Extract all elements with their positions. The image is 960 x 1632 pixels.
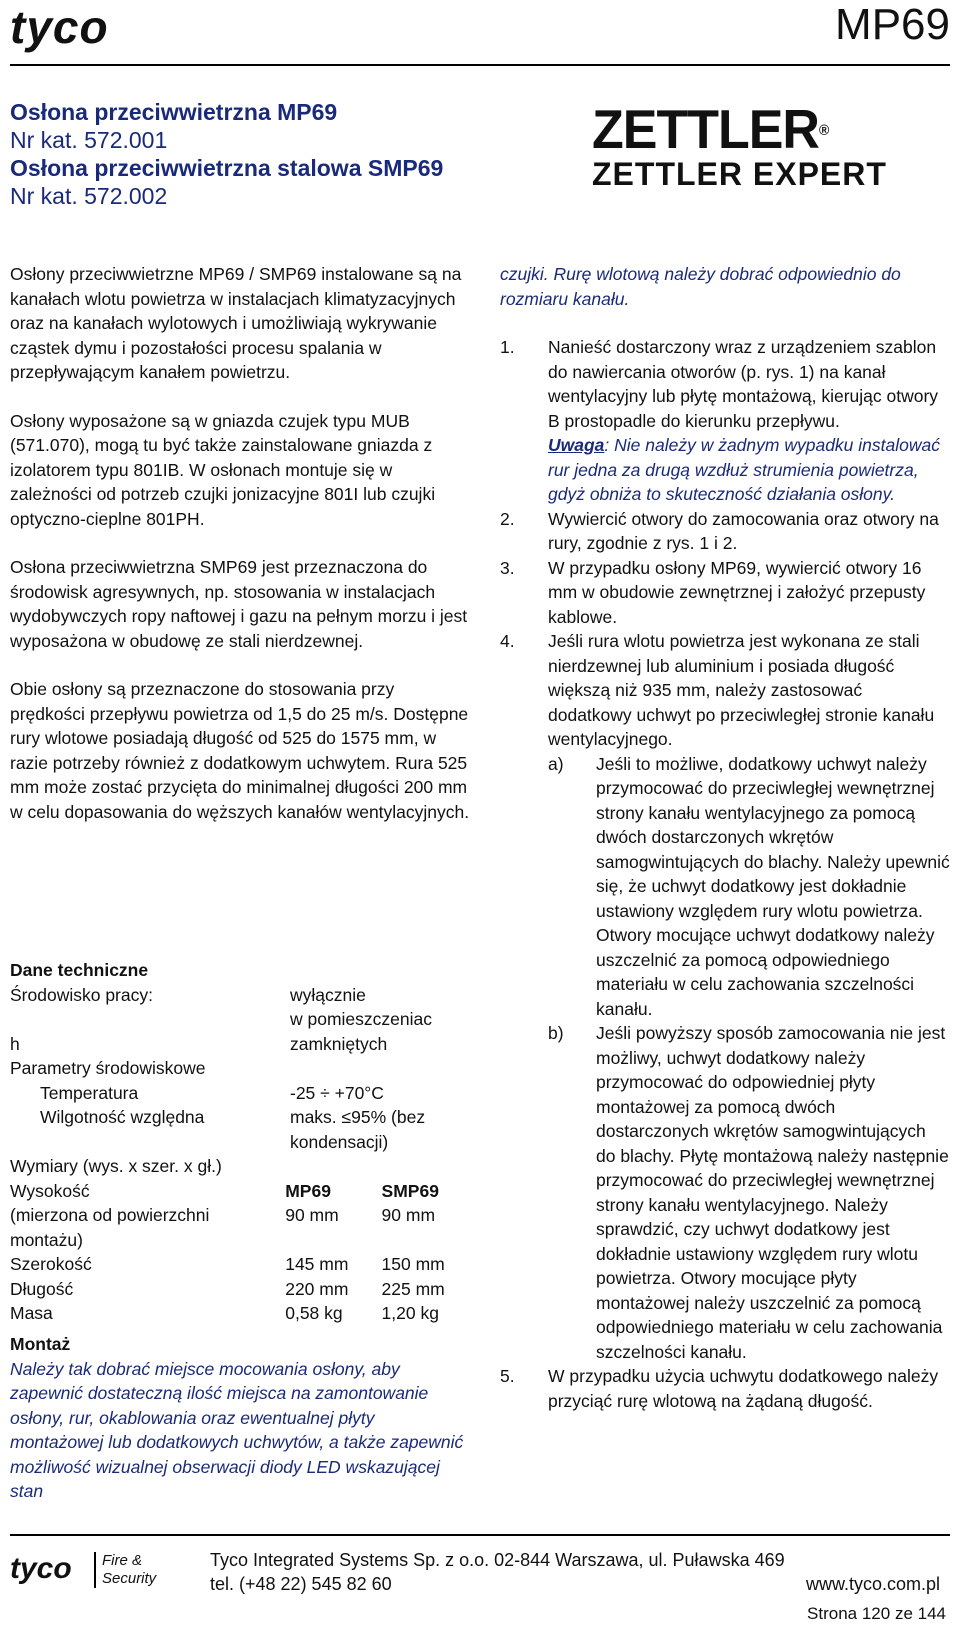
- col-smp69: SMP69: [381, 1180, 439, 1201]
- paragraph-intro: Osłony przeciwwietrzne MP69 / SMP69 instalowane są na kanałach wlotu powietrza w instalacjach klimatyzacyjnych oraz na kanałach wylotowych i umożliwiają wykrywanie cząstek dymu i pozostałości procesu spalania w przepływającym kanałem powietrzu.: [10, 264, 462, 382]
- step-number: 5.: [500, 1366, 515, 1386]
- header-divider: [10, 64, 950, 66]
- model-heading: MP69: [835, 0, 950, 49]
- step-number: 2.: [500, 508, 515, 529]
- intro-continued: czujki. Rurę wlotową należy dobrać odpowiednio do rozmiaru kanału.: [500, 264, 901, 309]
- fire-security-mark: [94, 1552, 156, 1588]
- tech-row-mass: [10, 1301, 470, 1326]
- document-title: [10, 98, 443, 210]
- mass-mp69: 0,58 kg: [285, 1303, 343, 1323]
- length-smp69: 225 mm: [381, 1278, 445, 1299]
- title-line-1: Osłona przeciwwietrzna MP69: [10, 99, 338, 125]
- tech-row-env: [10, 983, 470, 1008]
- env-value-2: w pomieszczeniac: [290, 1009, 432, 1029]
- substep-text: Jeśli to możliwe, dodatkowy uchwyt należy przymocować do przeciwległej wewnętrznej strony kanału wentylacyjnego za pomocą dwóch dostarczonych wkrętów samogwintujących do blachy. Należy upewnić się, że uchwyt dodatkowy jest dokładnie ustawiony względem rury wlotu powietrza. Otwory mocujące uchwyt dodatkowy należy uszczelnić za pomocą odpowiedniego materiału w celu zachowania szczelności kanału.: [596, 753, 950, 1019]
- tech-row-hum: [10, 1105, 470, 1130]
- substep-label: a): [548, 753, 564, 774]
- tech-row-params: [10, 1056, 470, 1081]
- warning-text: : Nie należy w żadnym wypadku instalować rur jedna za drugą wzdłuż strumienia powietrza, gdyż obniża to skuteczność działania osłony.: [548, 435, 940, 504]
- params-label: Parametry środowiskowe: [10, 1058, 206, 1078]
- temp-label: Temperatura: [40, 1082, 139, 1103]
- hum-value-2: kondensacji): [290, 1131, 389, 1152]
- footer-tyco-logo: tyco: [10, 1552, 72, 1585]
- step-4: [500, 629, 950, 1364]
- step-text: Jeśli rura wlotu powietrza jest wykonana ze stali nierdzewnej lub aluminium i posiada długość większą niż 935 mm, należy zastosować dodatkowy uchwyt po przeciwległej stronie kanału wentylacyjnego.: [548, 631, 935, 749]
- tech-row-height: [10, 1179, 470, 1204]
- height-sub-label-2: montażu): [10, 1229, 83, 1250]
- temp-value: -25 ÷ +70°C: [290, 1082, 384, 1103]
- website-link[interactable]: www.tyco.com.pl: [805, 1574, 940, 1594]
- width-smp69: 150 mm: [381, 1254, 445, 1274]
- step-3: [500, 556, 950, 630]
- width-mp69: 145 mm: [285, 1254, 349, 1274]
- technical-data: [10, 958, 470, 1326]
- step-1: [500, 335, 950, 507]
- height-label: Wysokość: [10, 1180, 90, 1201]
- length-mp69: 220 mm: [285, 1278, 349, 1299]
- step-text: Nanieść dostarczony wraz z urządzeniem szablon do nawiercania otworów (p. rys. 1) na kanał wentylacyjny lub płytę montażową, kierując otwory B prostopadle do kierunku przepływu.: [548, 337, 939, 431]
- tech-row-hum-2: [10, 1130, 470, 1155]
- step-4b: [548, 1021, 950, 1364]
- env-label: Środowisko pracy:: [10, 984, 153, 1005]
- step-2: [500, 507, 950, 556]
- mass-smp69: 1,20 kg: [381, 1303, 439, 1323]
- paragraph-sockets: Osłony wyposażone są w gniazda czujek typu MUB (571.070), mogą tu być także zainstalowane gniazda z izolatorem typu 801IB. W osłonach montuje się w zależności od potrzeb czujki jonizacyjne 801I lub czujki optyczno-cieplne 801PH.: [10, 410, 436, 529]
- paragraph-smp69: Osłona przeciwwietrzna SMP69 jest przeznaczona do środowisk agresywnych, np. stosowania w instalacjach wydobywczych ropy naftowej i gazu na pełnym morzu i jest wyposażona w obudowę ze stali nierdzewnej.: [10, 557, 468, 651]
- footer-divider: [10, 1534, 950, 1536]
- step-5: [500, 1364, 950, 1413]
- height-mp69: 90 mm: [285, 1205, 339, 1225]
- tech-row-height-sub: [10, 1203, 470, 1228]
- step-number: 1.: [500, 337, 515, 357]
- tech-row-length: [10, 1277, 470, 1302]
- hum-value: maks. ≤95% (bez: [290, 1107, 426, 1127]
- step-text: W przypadku użycia uchwytu dodatkowego należy przyciąć rurę wlotową na żądaną długość.: [548, 1366, 939, 1411]
- tyco-logo: tyco: [10, 1, 109, 53]
- security-label: Security: [102, 1570, 157, 1587]
- company-address: Tyco Integrated Systems Sp. z o.o. 02-844 Warszawa, ul. Puławska 469: [210, 1550, 785, 1570]
- fire-label: Fire &: [102, 1552, 143, 1569]
- zettler-logo: [592, 99, 887, 192]
- tech-row-height-sub-2: [10, 1228, 470, 1253]
- montaz-text: Należy tak dobrać miejsce mocowania osłony, aby zapewnić dostateczną ilość miejsca na zamontowanie osłony, rur, okablowania oraz ewentualnej płyty montażowej lub dodatkowych uchwytów, a także zapewnić możliwość wizualnej obserwacji diody LED wskazującej stan: [10, 1358, 464, 1501]
- zettler-wordmark: ZETTLER: [592, 99, 819, 161]
- step-number: 3.: [500, 557, 515, 578]
- step-number: 4.: [500, 631, 515, 651]
- height-smp69: 90 mm: [381, 1205, 436, 1225]
- tech-row-width: [10, 1252, 470, 1277]
- warning-label: Uwaga: [548, 435, 605, 455]
- step-text: W przypadku osłony MP69, wywiercić otwory 16 mm w obudowie zewnętrznej i założyć przepusty kablowe.: [548, 557, 926, 627]
- env-value-3: zamkniętych: [290, 1033, 388, 1054]
- technical-data-heading: Dane techniczne: [10, 960, 149, 980]
- dims-label: Wymiary (wys. x szer. x gł.): [10, 1156, 222, 1176]
- width-label: Szerokość: [10, 1254, 92, 1274]
- title-line-4: Nr kat. 572.002: [10, 183, 168, 209]
- zettler-expert: ZETTLER EXPERT: [592, 156, 887, 192]
- height-sub-label: (mierzona od powierzchni: [10, 1205, 210, 1225]
- env-value: wyłącznie: [290, 984, 366, 1005]
- env-label-2: h: [10, 1033, 20, 1054]
- tech-row-env-3: [10, 1032, 470, 1057]
- page-number: Strona 120 ze 144: [807, 1604, 946, 1623]
- substep-text: Jeśli powyższy sposób zamocowania nie jest możliwy, uchwyt dodatkowy należy przymocować do odpowiedniej płyty montażowej za pomocą dwóch dostarczonych wkrętów samogwintujących do blachy. Płytę montażową należy następnie przymocować do przeciwległej wewnętrznej strony kanału wentylacyjnego. Należy sprawdzić, czy uchwyt dodatkowy jest dokładnie ustawiony względem rury wlotu powietrza. Otwory mocujące płyty montażowej należy uszczelnić za pomocą odpowiedniego materiału w celu zachowania szczelności kanału.: [596, 1023, 949, 1362]
- phone-number: tel. (+48 22) 545 82 60: [210, 1574, 392, 1594]
- tech-row-dims: [10, 1154, 470, 1179]
- footer-address: [210, 1548, 940, 1596]
- montaz-heading: Montaż: [10, 1334, 71, 1354]
- length-label: Długość: [10, 1278, 74, 1299]
- step-4a: [548, 752, 950, 1022]
- step-text: Wywiercić otwory do zamocowania oraz otwory na rury, zgodnie z rys. 1 i 2.: [548, 508, 939, 553]
- registered-mark: ®: [818, 121, 829, 139]
- tech-row-env-2: [10, 1007, 470, 1032]
- left-column: [10, 262, 470, 848]
- tech-row-temp: [10, 1081, 470, 1106]
- title-line-2: Nr kat. 572.001: [10, 127, 168, 153]
- substep-label: b): [548, 1023, 564, 1043]
- title-line-3: Osłona przeciwwietrzna stalowa SMP69: [10, 155, 444, 181]
- montaz-section: [10, 1332, 470, 1504]
- hum-label: Wilgotność względna: [40, 1107, 205, 1127]
- paragraph-airflow: Obie osłony są przeznaczone do stosowania przy prędkości przepływu powietrza od 1,5 do 25 m/s. Dostępne rury wlotowe posiadają długość od 525 do 1575 mm, w razie potrzeby również z dodatkowym uchwytem. Rura 525 mm może zostać przycięta do minimalnej długości 200 mm w celu dopasowania do węższych kanałów wentylacyjnych.: [10, 679, 470, 822]
- mass-label: Masa: [10, 1303, 53, 1323]
- right-column: [500, 262, 950, 1413]
- col-mp69: MP69: [285, 1180, 331, 1201]
